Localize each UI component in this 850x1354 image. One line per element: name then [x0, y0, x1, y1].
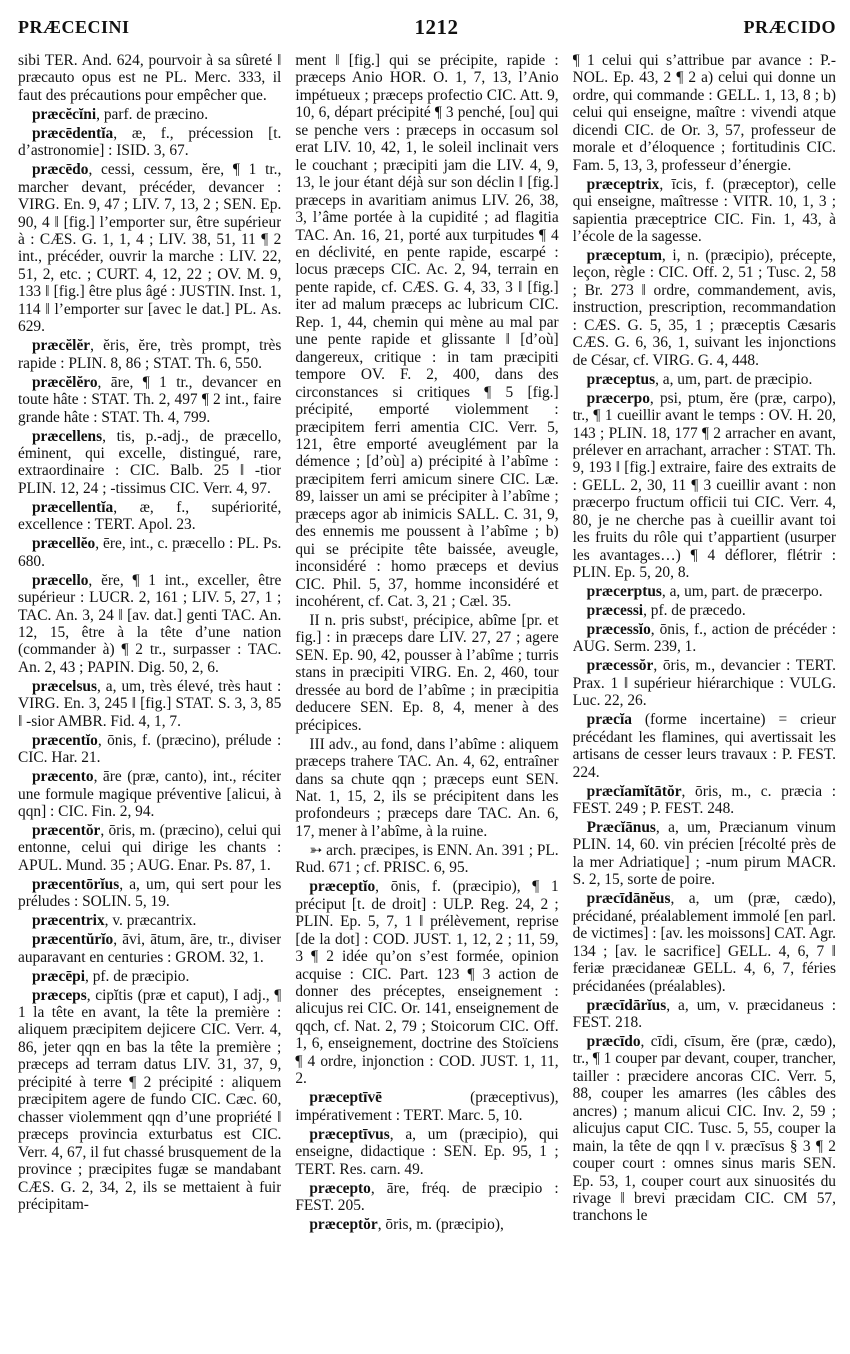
headword: præcello — [32, 571, 89, 589]
column-1 — [18, 52, 281, 1348]
dictionary-entry: præcessi, pf. de præcedo. — [586, 602, 746, 620]
column-2 — [295, 52, 558, 1348]
headword: præcerpo — [586, 389, 650, 407]
headword: præcerptus — [586, 583, 662, 601]
headword: præceps — [32, 986, 87, 1004]
headword: præcento — [32, 768, 94, 786]
dictionary-entry: præcentŭrĭo, āvi, ātum, āre, tr., diviser auparavant en centuries : GROM. 32, 1. — [18, 931, 282, 966]
headword: præceptŏr — [309, 1215, 378, 1233]
dictionary-entry: præcerptus, a, um, part. de præcerpo. — [586, 583, 823, 601]
page-number: 1212 — [414, 14, 459, 39]
dictionary-entry: præcīdārĭus, a, um, v. præcidaneus : FEST. 218. — [572, 996, 836, 1031]
headword: præcellĕo — [32, 535, 96, 553]
dictionary-entry: præcēdo, cessi, cessum, ĕre, ¶ 1 tr., marcher devant, précéder, devancer : VIRG. En. 9, 47 ; LIV. 7, 13, 2 ; SEN. Ep. 90, 4 ‖ [fig.] l’emporter sur, être supérieur à : CÆS. G. 1, 1, 4 ; LIV. 38, 51, 11 ¶ 2 int., précéder, ouvrir la marche : LIV. 22, 51, 2, etc. ; CURT. 4, 12, 22 ; OV. M. 9, 133 ‖ [fig.] être plus âgé : JUSTIN. Inst. 1, 114 ‖ l’emporter sur [avec le dat.] PL. As. 629. — [18, 161, 282, 336]
dictionary-entry: Præcĭānus, a, um, Præcianum vinum PLIN. 14, 60. vin précien [récolté près de la mer Adriatique] ; -num pirum MACR. S. 2, 15, sorte de poire. — [572, 818, 836, 889]
header-left-word: PRÆCECINI — [18, 16, 130, 37]
headword: præcēdo — [32, 161, 89, 179]
headword: præcelsus — [32, 677, 97, 695]
headword: præcĭamĭtātŏr — [586, 782, 682, 800]
headword: præcentŭrĭo — [32, 931, 114, 949]
dictionary-entry: præceptŏr, ōris, m. (præcipio), — [309, 1215, 504, 1233]
dictionary-entry: præcentōrĭus, a, um, qui sert pour les préludes : SOLIN. 5, 19. — [18, 875, 282, 911]
dictionary-entry: præcĕlĕro, āre, ¶ 1 tr., devancer en toute hâte : STAT. Th. 2, 497 ¶ 2 int., faire grande hâte : STAT. Th. 4, 799. — [18, 373, 282, 426]
dictionary-entry: præcello, ĕre, ¶ 1 int., exceller, être supérieur : LUCR. 2, 161 ; LIV. 5, 27, 1 ; TAC. An. 3, 24 ‖ [av. dat.] genti TAC. An. 12, 15, être à la tête d’une nation (commander à) ¶ 2 tr., surpasser : TAC. An. 2, 43 ; PAPIN. Dig. 50, 2, 6. — [18, 571, 282, 676]
entry-text: III adv., au fond, dans l’abîme : aliquem præceps trahere TAC. An. 4, 62, entraîner dans sa chute qqn ; præceps eunt SEN. Nat. 1, 15, 2, ils se précipitent dans les profondeurs ; præceps dare TAC. An. 6, 17, mener à l’abîme, à la ruine. — [295, 735, 559, 840]
dictionary-entry: præcĭa (forme incertaine) = crieur précédant les flamines, qui avertissait les artisans de cesser leurs travaux : P. FEST. 224. — [572, 711, 836, 781]
headword: præcentŏr — [32, 821, 101, 839]
headword: præcĕlĕr — [32, 337, 91, 355]
headword: præcentōrĭus — [32, 875, 120, 893]
headword: præcentĭo — [32, 731, 98, 749]
dictionary-entry: præceptus, a, um, part. de præcipio. — [586, 370, 813, 388]
dictionary-entry: præceptrix, īcis, f. (præceptor), celle qui enseigne, maîtresse : VITR. 10, 1, 3 ; sapientia præceptrice CIC. Fin. 1, 43, à l’école de la sagesse. — [572, 175, 836, 246]
dictionary-entry: præcentĭo, ōnis, f. (præcino), prélude : CIC. Har. 21. — [18, 731, 282, 767]
entry-text: sibi TER. And. 624, pourvoir à sa sûreté ‖ præcauto opus est ne PL. Merc. 333, il faut des précautions pour empêcher que. — [18, 52, 282, 104]
headword: præcēpi — [32, 967, 86, 985]
headword: præceptrix — [586, 175, 660, 193]
header-right-word: PRÆCIDO — [743, 16, 836, 37]
columns — [18, 52, 836, 1348]
headword: præcessi — [586, 602, 644, 620]
dictionary-entry: præcellens, tis, p.-adj., de præcello, éminent, qui excelle, distingué, rare, extraordinaire : CIC. Balb. 25 ‖ -tior PLIN. 12, 24 ; -tissimus CIC. Verr. 4, 97. — [18, 427, 282, 497]
dictionary-entry: præcīdānĕus, a, um (præ, cædo), précidané, préalablement immolé [en parl. de victimes] : [av. les moissons] CAT. Agr. 134 ; [av. le sacrifice] GELL. 4, 6, 7 ‖ feriæ præcidaneæ GELL. 4, 6, 7, féries précidanées (préalables). — [572, 890, 836, 995]
dictionary-entry: præcento, āre (præ, canto), int., réciter une formule magique préventive [alicui, à qqn] : CIC. Fin. 2, 94. — [18, 768, 282, 821]
headword: præceptum — [586, 246, 662, 264]
dictionary-entry: præcessŏr, ōris, m., devancier : TERT. Prax. 1 ‖ supérieur hiérarchique : VULG. Luc. 22, 26. — [572, 657, 836, 710]
dictionary-entry: præceps, cipĭtis (præ et caput), I adj., ¶ 1 la tête en avant, la tête la première : aliquem præcipitem dejicere CIC. Verr. 4, 86, jeter qqn en bas la tête la première ; præceps ad terram datus LIV. 31, 37, 9, précipité à terre ¶ 2 précipité : aliquem præcipitem agere de fundo CIC. Cæc. 60, chasser violemment qqn d’une propriété ‖ præceps provincia exturbatus est CIC. Verr. 4, 67, il fut chassé brusquement de la province ; præcipites fugæ se mandabant CÆS. G. 2, 34, 2, ils se mettaient à fuir précipitam- — [18, 986, 282, 1213]
headword: præcĕlĕro — [32, 373, 98, 391]
dictionary-entry: præcēpi, pf. de præcipio. — [32, 967, 190, 985]
headword: præcĕcĭni — [32, 105, 97, 123]
dictionary-entry: præcerpo, psi, ptum, ĕre (præ, carpo), tr., ¶ 1 cueillir avant le temps : OV. H. 20, 143 ; PLIN. 18, 177 ¶ 2 arracher en avant, prélever en arrachant, arracher : STAT. Th. 9, 193 ‖ [fig.] extraire, faire des extraits de : GELL. 2, 30, 11 ¶ 3 cueillir avant : non præcerpo fructum officii tui CIC. Verr. 4, 80, je ne cherche pas à cueillir avant toi les fruits du rôle qui t’appartient (usurper les avantages…) ¶ 4 déflorer, flétrir : PLIN. Ep. 5, 20, 8. — [572, 389, 836, 582]
dictionary-entry: præcellentĭa, æ, f., supériorité, excellence : TERT. Apol. 23. — [18, 498, 282, 534]
dictionary-entry: præceptīvus, a, um (præcipio), qui enseigne, didactique : SEN. Ep. 95, 1 ; TERT. Res. carn. 49. — [295, 1125, 559, 1178]
dictionary-entry: præceptīvē (præceptivus), impérativement : TERT. Marc. 5, 10. — [295, 1089, 559, 1124]
running-head — [18, 10, 836, 44]
headword: præceptus — [586, 370, 656, 388]
dictionary-entry: præcepto, āre, fréq. de præcipio : FEST. 205. — [295, 1179, 559, 1214]
headword: præceptīvē — [309, 1089, 382, 1107]
dictionary-entry: præcentŏr, ōris, m. (præcino), celui qui entonne, celui qui dirige les chants : APUL. Mund. 35 ; AUG. Enar. Ps. 87, 1. — [18, 821, 282, 874]
entry-text: ment ‖ [fig.] qui se précipite, rapide : præceps Anio HOR. O. 1, 7, 13, l’Anio impétueux ; præceps profectio CIC. Att. 9, 10, 6, départ précipité ¶ 3 penché, [ou] qui se penche vers : præceps in occasum sol erat LIV. 10, 42, 1, le soleil inclinait vers le couchant ; præcipiti jam die LIV. 4, 9, 13, le jour étant déjà sur son déclin ‖ [fig.] præceps in avaritiam animus LIV. 26, 38, 3, l’âme portée à la cupidité ; ad flagitia TAC. An. 16, 21, porté aux turpitudes ¶ 4 en déclivité, en pente rapide, escarpé : locus præceps CIC. Ac. 2, 94, terrain en pente rapide, cf. CÆS. G. 4, 33, 3 ‖ [fig.] iter ad malum præceps ac lubricum CIC. Rep. 1, 44, chemin qui mène au mal par une pente rapide et glissante ‖ [d’où] dangereux, critique : in tam præcipiti tempore OV. F. 2, 400, dans des circonstances si critiques ¶ 5 [fig.] précipité, emporté violemment : præcipitem ferri amentia CIC. Verr. 5, 121, être emporté aveuglément par la démence ; [d’où] a) précipité à l’abîme : præcipitem ferri amicum sinere CIC. Læ. 89, laisser un ami se précipiter à l’abîme ; præceps agor ab inimicis SALL. C. 31, 9, des ennemis me poussent à l’abîme ; b) qui se précipite tête baissée, aveugle, inconsidéré : homo præceps et devius CIC. Phil. 5, 37, homme inconsidéré et incohérent, cf. Cat. 3, 21 ; Cæl. 35. — [295, 52, 559, 611]
dictionary-entry: præcellĕo, ēre, int., c. præcello : PL. Ps. 680. — [18, 535, 282, 570]
entry-text: II n. pris substᵗ, précipice, abîme [pr. et fig.] : in præceps dare LIV. 27, 27 ; agere SEN. Ep. 90, 42, pousser à l’abîme ; turris stans in præcipiti VIRG. En. 2, 460, tour dressée au bord de l’abîme ; in præcipitia deducere SEN. Ep. 8, 4, mener à des précipices. — [295, 612, 559, 734]
headword: præceptĭo — [309, 878, 376, 896]
column-3 — [573, 52, 836, 1348]
dictionary-entry: præcessĭo, ōnis, f., action de précéder : AUG. Serm. 239, 1. — [572, 621, 836, 656]
headword: præcessĭo — [586, 621, 651, 638]
entry-text: ➳ arch. præcipes, is ENN. An. 391 ; PL. Rud. 671 ; cf. PRISC. 6, 95. — [295, 841, 559, 877]
dictionary-entry: præcĕcĭni, parf. de præcino. — [32, 105, 209, 123]
dictionary-entry: præcĭamĭtātŏr, ōris, m., c. præcia : FEST. 249 ; P. FEST. 248. — [572, 782, 836, 818]
dictionary-entry: præceptĭo, ōnis, f. (præcipio), ¶ 1 préciput [t. de droit] : ULP. Reg. 24, 2 ; PLIN. Ep. 5, 7, 1 ‖ prélèvement, reprise [de la dot] : COD. JUST. 1, 12, 2 ; 11, 59, 3 ¶ 2 idée qu’on s’est formée, opinion acquise : CIC. Part. 123 ¶ 3 action de donner des préceptes, enseignement : alicujus rei CIC. Or. 141, enseignement de qqch, cf. Nat. 2, 79 ; Stoicorum CIC. Off. 1, 6, enseignement, doctrine des Stoïciens ¶ 4 ordre, injonction : COD. JUST. 1, 11, 2. — [295, 878, 559, 1088]
headword: præcĭa — [586, 711, 632, 729]
headword: præcepto — [309, 1179, 371, 1197]
dictionary-entry: præcelsus, a, um, très élevé, très haut : VIRG. En. 3, 245 ‖ [fig.] STAT. S. 3, 3, 85 ‖ -sior AMBR. Fid. 4, 1, 7. — [18, 677, 282, 730]
headword: præcīdo — [586, 1032, 641, 1050]
dictionary-entry: præcĕlĕr, ĕris, ĕre, très prompt, très rapide : PLIN. 8, 86 ; STAT. Th. 6, 550. — [18, 337, 282, 372]
headword: præceptīvus — [309, 1125, 390, 1143]
headword: præcīdārĭus — [586, 996, 667, 1014]
headword: præcēdentĭa — [32, 124, 114, 142]
dictionary-entry: præcēdentĭa, æ, f., précession [t. d’astronomie] : ISID. 3, 67. — [18, 124, 282, 160]
dictionary-entry: præcentrix, v. præcantrix. — [32, 912, 197, 930]
dictionary-entry: præcīdo, cīdi, cīsum, ĕre (præ, cædo), tr., ¶ 1 couper par devant, couper, trancher, tailler : præcidere ancoras CIC. Verr. 5, 88, couper les amarres (les câbles des ancres) ; manum alicui CIC. Inv. 2, 59 ; alicujus caput CIC. Tusc. 5, 55, couper la main, la tête de qqn ‖ v. præcīsus § 3 ¶ 2 couper court : omnes sinus maris SEN. Ep. 53, 1, couper court aux sinuosités du rivage ‖ brevi præcidam CIC. CM 57, tranchons le — [572, 1032, 836, 1225]
headword: præcīdānĕus — [586, 890, 671, 908]
entry-text: ¶ 1 celui qui s’attribue par avance : P.-NOL. Ep. 43, 2 ¶ 2 a) celui qui donne un ordre, qui commande : GELL. 1, 13, 8 ; b) celui qui enseigne, maître : vivendi atque dicendi CIC. de Or. 3, 57, professeur de morale et d’éloquence ; fortitudinis CIC. Fam. 5, 13, 3, professeur d’énergie. — [572, 52, 836, 174]
headword: præcessŏr — [586, 657, 654, 675]
headword: Præcĭānus — [586, 818, 656, 836]
headword: præcellentĭa — [32, 498, 114, 516]
headword: præcellens — [32, 427, 103, 445]
dictionary-entry: præceptum, i, n. (præcipio), précepte, leçon, règle : CIC. Off. 2, 51 ; Tusc. 2, 58 ; Br. 273 ‖ ordre, commandement, avis, instruction, prescription, recommandation : CÆS. G. 5, 35, 1 ; præceptis Cæsaris CÆS. G. 6, 36, 1, suivant les injonctions de César, cf. VIRG. G. 4, 448. — [572, 246, 836, 369]
headword: præcentrix — [32, 912, 105, 930]
